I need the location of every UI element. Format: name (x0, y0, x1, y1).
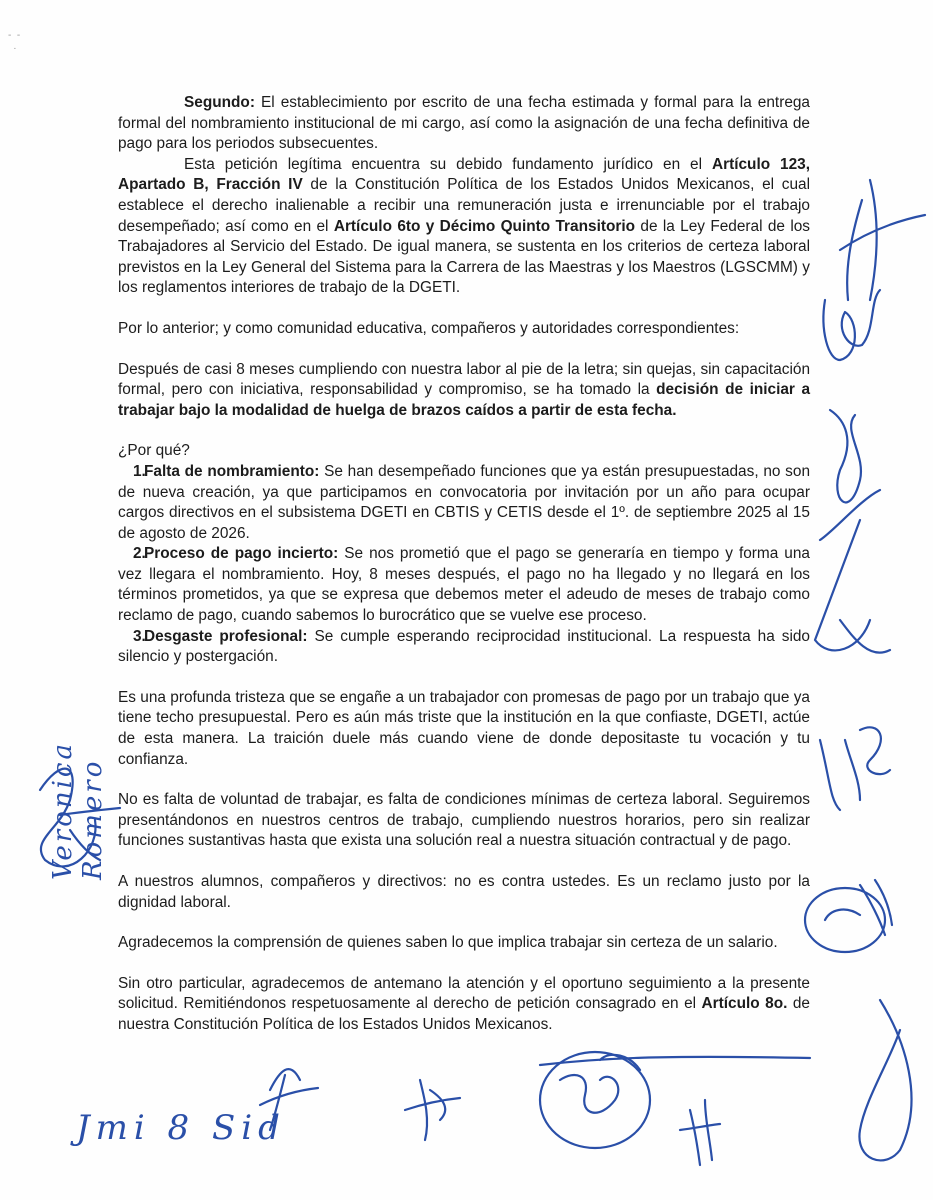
signature-right-2 (823, 290, 880, 360)
paragraph-segundo (118, 93, 810, 155)
reason-number: 1. (133, 462, 146, 480)
despues-text: Después de casi 8 meses cumpliendo con nuestra labor al pie de la letra; sin quejas, sin capacitación formal, pero con iniciativa, responsabilidad y compromiso, se ha tomado la (118, 360, 810, 399)
signature-right-4 (815, 490, 890, 653)
handwritten-note: Jmi 8 Sid (76, 1108, 286, 1148)
paragraph-alumnos: A nuestros alumnos, compañeros y directivos: no es contra ustedes. Es un reclamo justo por la dignidad laboral. (118, 873, 810, 911)
reason-title: Proceso de pago incierto: (144, 545, 339, 563)
signature-right-3 (830, 410, 861, 502)
paragraph-voluntad: No es falta de voluntad de trabajar, es falta de condiciones mínimas de certeza laboral. Seguiremos presentándonos en nuestros centros de trabajo, cumpliendo nuestros horarios, pero sin realizar funciones sustantivas hasta que exista una solución real a nuestra situación contractual y de pago. (118, 791, 810, 850)
segundo-lead: Segundo: (184, 94, 255, 111)
reason-item-3 (118, 627, 810, 668)
paragraph-despues (118, 360, 810, 422)
final-article-8: Artículo 8o. (701, 995, 788, 1013)
signature-right-1 (840, 180, 925, 300)
signature-bottom-4 (680, 1100, 720, 1165)
signature-bottom-line (540, 1057, 810, 1065)
fundamento-article-123: Artículo 123, Apartado B, Fracción IV (118, 155, 811, 194)
signature-right-6-loop (805, 888, 885, 952)
reason-text: Se cumple esperando reciprocidad institucional. La respuesta ha sido silencio y postergación. (118, 627, 810, 666)
segundo-text: El establecimiento por escrito de una fecha estimada y formal para la entrega formal del nombramiento institucional de mi cargo, así como la asignación de una fecha definitiva de pago para los periodos subsecuentes. (118, 94, 810, 153)
fundamento-text-2: de la Constitución Política de los Estados Unidos Mexicanos, el cual establece el derecho inalienable a recibir una remuneración justa e irrenunciable por el trabajo desempeñado; así como en el (118, 176, 810, 235)
letter-body (118, 93, 810, 1036)
reason-item-1 (118, 462, 810, 544)
reason-title: Falta de nombramiento: (144, 462, 320, 480)
paragraph-final (118, 974, 810, 1036)
final-text-1: Sin otro particular, agradecemos de antemano la atención y el oportuno seguimiento a la presente solicitud. Remitiéndonos respetuosamente al derecho de petición consagrado en el (118, 974, 810, 1013)
reason-number: 3. (133, 627, 146, 645)
signature-right-7 (859, 1000, 911, 1160)
scan-marks: - - . (8, 30, 21, 52)
fundamento-article-6: Artículo 6to y Décimo Quinto Transitorio (333, 217, 636, 235)
why-heading: ¿Por qué? (118, 442, 190, 460)
signature-bottom-3 (560, 1055, 640, 1113)
paragraph-agradecemos: Agradecemos la comprensión de quienes saben lo que implica trabajar sin certeza de un salario. (118, 934, 778, 952)
handwritten-name: Veronica Romero (48, 741, 108, 880)
reason-item-2 (118, 544, 810, 626)
fundamento-text-1: Esta petición legítima encuentra su debido fundamento jurídico en el (184, 155, 712, 173)
signature-right-5 (820, 727, 890, 810)
signature-bottom-2 (405, 1080, 460, 1140)
reason-text: Se han desempeñado funciones que ya están presupuestadas, no son de nueva creación, ya que participamos en convocatoria por invitación por un año para ocupar cargos directivos en el subsistema DGETI en CBTIS y CETIS desde el 1º. de septiembre 2025 al 15 de agosto de 2026. (118, 462, 810, 542)
signature-bottom-3-loop (540, 1052, 650, 1148)
fundamento-text-3: de la Ley Federal de los Trabajadores al Servicio del Estado. De igual manera, se sustenta en los criterios de certeza laboral previstos en la Ley General del Sistema para la Carrera de las Maestras y los Maestros (LGSCMM) y los reglamentos interiores de trabajo de la DGETI. (118, 217, 811, 297)
paragraph-fundamento (118, 155, 810, 299)
reason-title: Desgaste profesional: (144, 627, 308, 645)
despues-decision: decisión de iniciar a trabajar bajo la modalidad de huelga de brazos caídos a partir de esta fecha. (118, 381, 811, 419)
signature-right-6 (825, 880, 892, 935)
paragraph-tristeza: Es una profunda tristeza que se engañe a un trabajador con promesas de pago por un trabajo que ya tiene techo presupuestal. Pero es aún más triste que la institución en la que confiaste, DGETI, actúe de esta manera. La traición duele más cuando viene de donde depositaste tu vocación y tu confianza. (118, 688, 810, 768)
paragraph-anterior: Por lo anterior; y como comunidad educativa, compañeros y autoridades correspondientes: (118, 319, 740, 337)
reason-text: Se nos prometió que el pago se generaría en tiempo y forma una vez llegara el nombramiento. Hoy, 8 meses después, el pago no ha llegado y no llegará en los términos prometidos, ya que se expresa que debemos meter el adeudo de meses de trabajo como reclamo de pago, cuando sabemos lo burocrático que se vuelve ese proceso. (118, 545, 810, 625)
final-text-2: de nuestra Constitución Política de los Estados Unidos Mexicanos. (118, 995, 810, 1033)
reason-number: 2. (133, 545, 146, 563)
